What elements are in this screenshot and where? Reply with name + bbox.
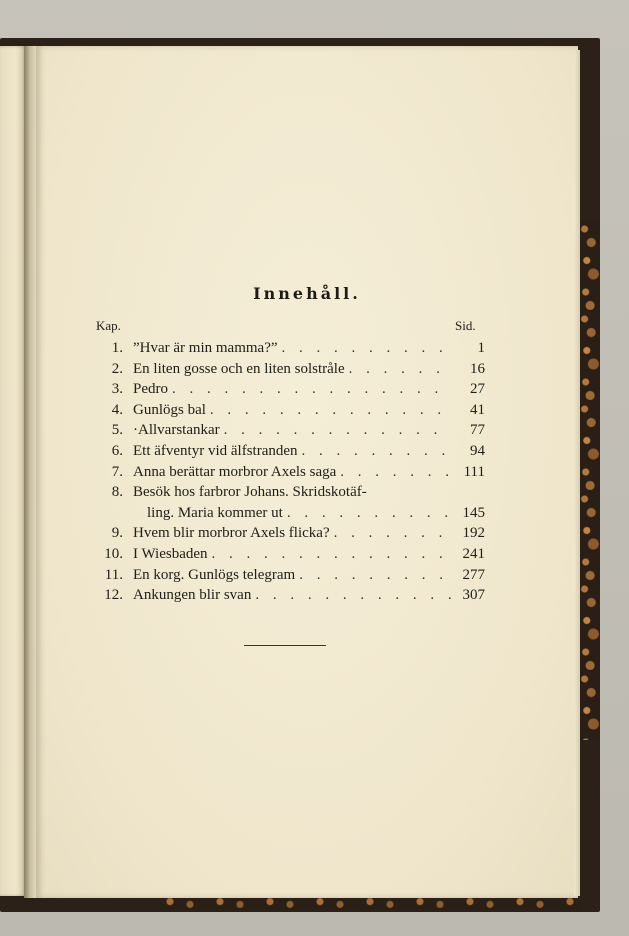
- closing-rule: [244, 645, 326, 646]
- page-right-edge: [574, 50, 580, 896]
- chapter-column-header: Kap.: [96, 318, 121, 333]
- left-page-edge: [0, 46, 26, 896]
- page-number: 145: [462, 504, 485, 521]
- chapter-number: 11.: [104, 566, 123, 583]
- toc-row: [93, 585, 485, 606]
- leader-dots: [302, 441, 451, 462]
- toc-row: [93, 379, 485, 400]
- marbled-cover-bottom: [160, 896, 580, 910]
- leader-dots: [210, 400, 451, 421]
- page-number: 1: [477, 340, 485, 356]
- chapter-title: ”Hvar är min mamma?”: [133, 340, 278, 356]
- chapter-title: I Wiesbaden: [133, 545, 208, 562]
- page-title: Innehåll.: [253, 284, 361, 303]
- page-number: 277: [462, 566, 485, 583]
- chapter-number: 6.: [111, 442, 123, 459]
- toc-row: [93, 420, 485, 441]
- page-column-header: Sid.: [455, 318, 476, 333]
- leader-dots: [282, 338, 451, 359]
- page-number: 241: [462, 545, 485, 562]
- chapter-number: 10.: [104, 545, 123, 562]
- chapter-number: 5.: [111, 422, 123, 439]
- toc-row: [93, 523, 485, 544]
- chapter-title: En korg. Gunlögs telegram: [133, 566, 296, 583]
- page-number: 307: [462, 587, 485, 604]
- chapter-title: Besök hos farbror Johans. Skridskotäf-: [133, 484, 367, 501]
- page-number: 41: [470, 401, 485, 418]
- toc-row: [93, 359, 485, 380]
- chapter-number: 9.: [111, 525, 123, 542]
- chapter-title: Hvem blir morbror Axels flicka?: [133, 525, 330, 542]
- toc-row: [93, 441, 485, 462]
- leader-dots: [340, 462, 451, 483]
- chapter-number: 12.: [104, 587, 123, 604]
- toc-row-continuation: [93, 503, 485, 524]
- leader-dots: [349, 359, 451, 380]
- leader-dots: [212, 544, 451, 565]
- toc-row: [93, 338, 485, 359]
- leader-dots: [299, 565, 451, 586]
- page-number: 16: [470, 360, 485, 377]
- page-number: 27: [470, 381, 485, 398]
- leader-dots: [334, 523, 451, 544]
- chapter-number: 1.: [111, 340, 123, 356]
- page-number: 94: [470, 442, 485, 459]
- chapter-title: En liten gosse och en liten solstråle: [133, 360, 345, 377]
- page-number: 77: [470, 422, 485, 439]
- chapter-title-continuation: ling. Maria kommer ut: [147, 504, 283, 521]
- chapter-number: 7.: [111, 463, 123, 480]
- leader-dots: [172, 379, 451, 400]
- toc-row: [93, 565, 485, 586]
- toc-row: [93, 462, 485, 483]
- chapter-title: ·Allvarstankar: [133, 422, 220, 439]
- leader-dots: [224, 420, 451, 441]
- chapter-title: Ett äfventyr vid älfstranden: [133, 442, 298, 459]
- chapter-number: 4.: [111, 401, 123, 418]
- chapter-title: Pedro: [133, 381, 168, 398]
- table-of-contents: [93, 338, 485, 606]
- chapter-number: 2.: [111, 360, 123, 377]
- toc-row: [93, 482, 485, 503]
- chapter-title: Ankungen blir svan: [133, 587, 252, 604]
- chapter-number: 8.: [111, 484, 123, 501]
- chapter-number: 3.: [111, 381, 123, 398]
- leader-dots: [287, 503, 451, 524]
- page-number: 111: [463, 463, 485, 480]
- chapter-title: Anna berättar morbror Axels saga: [133, 463, 337, 480]
- page-number: 192: [462, 525, 485, 542]
- leader-dots: [255, 585, 451, 606]
- toc-row: [93, 544, 485, 565]
- chapter-title: Gunlögs bal: [133, 401, 206, 418]
- marbled-cover-edge: [578, 220, 600, 740]
- toc-row: [93, 400, 485, 421]
